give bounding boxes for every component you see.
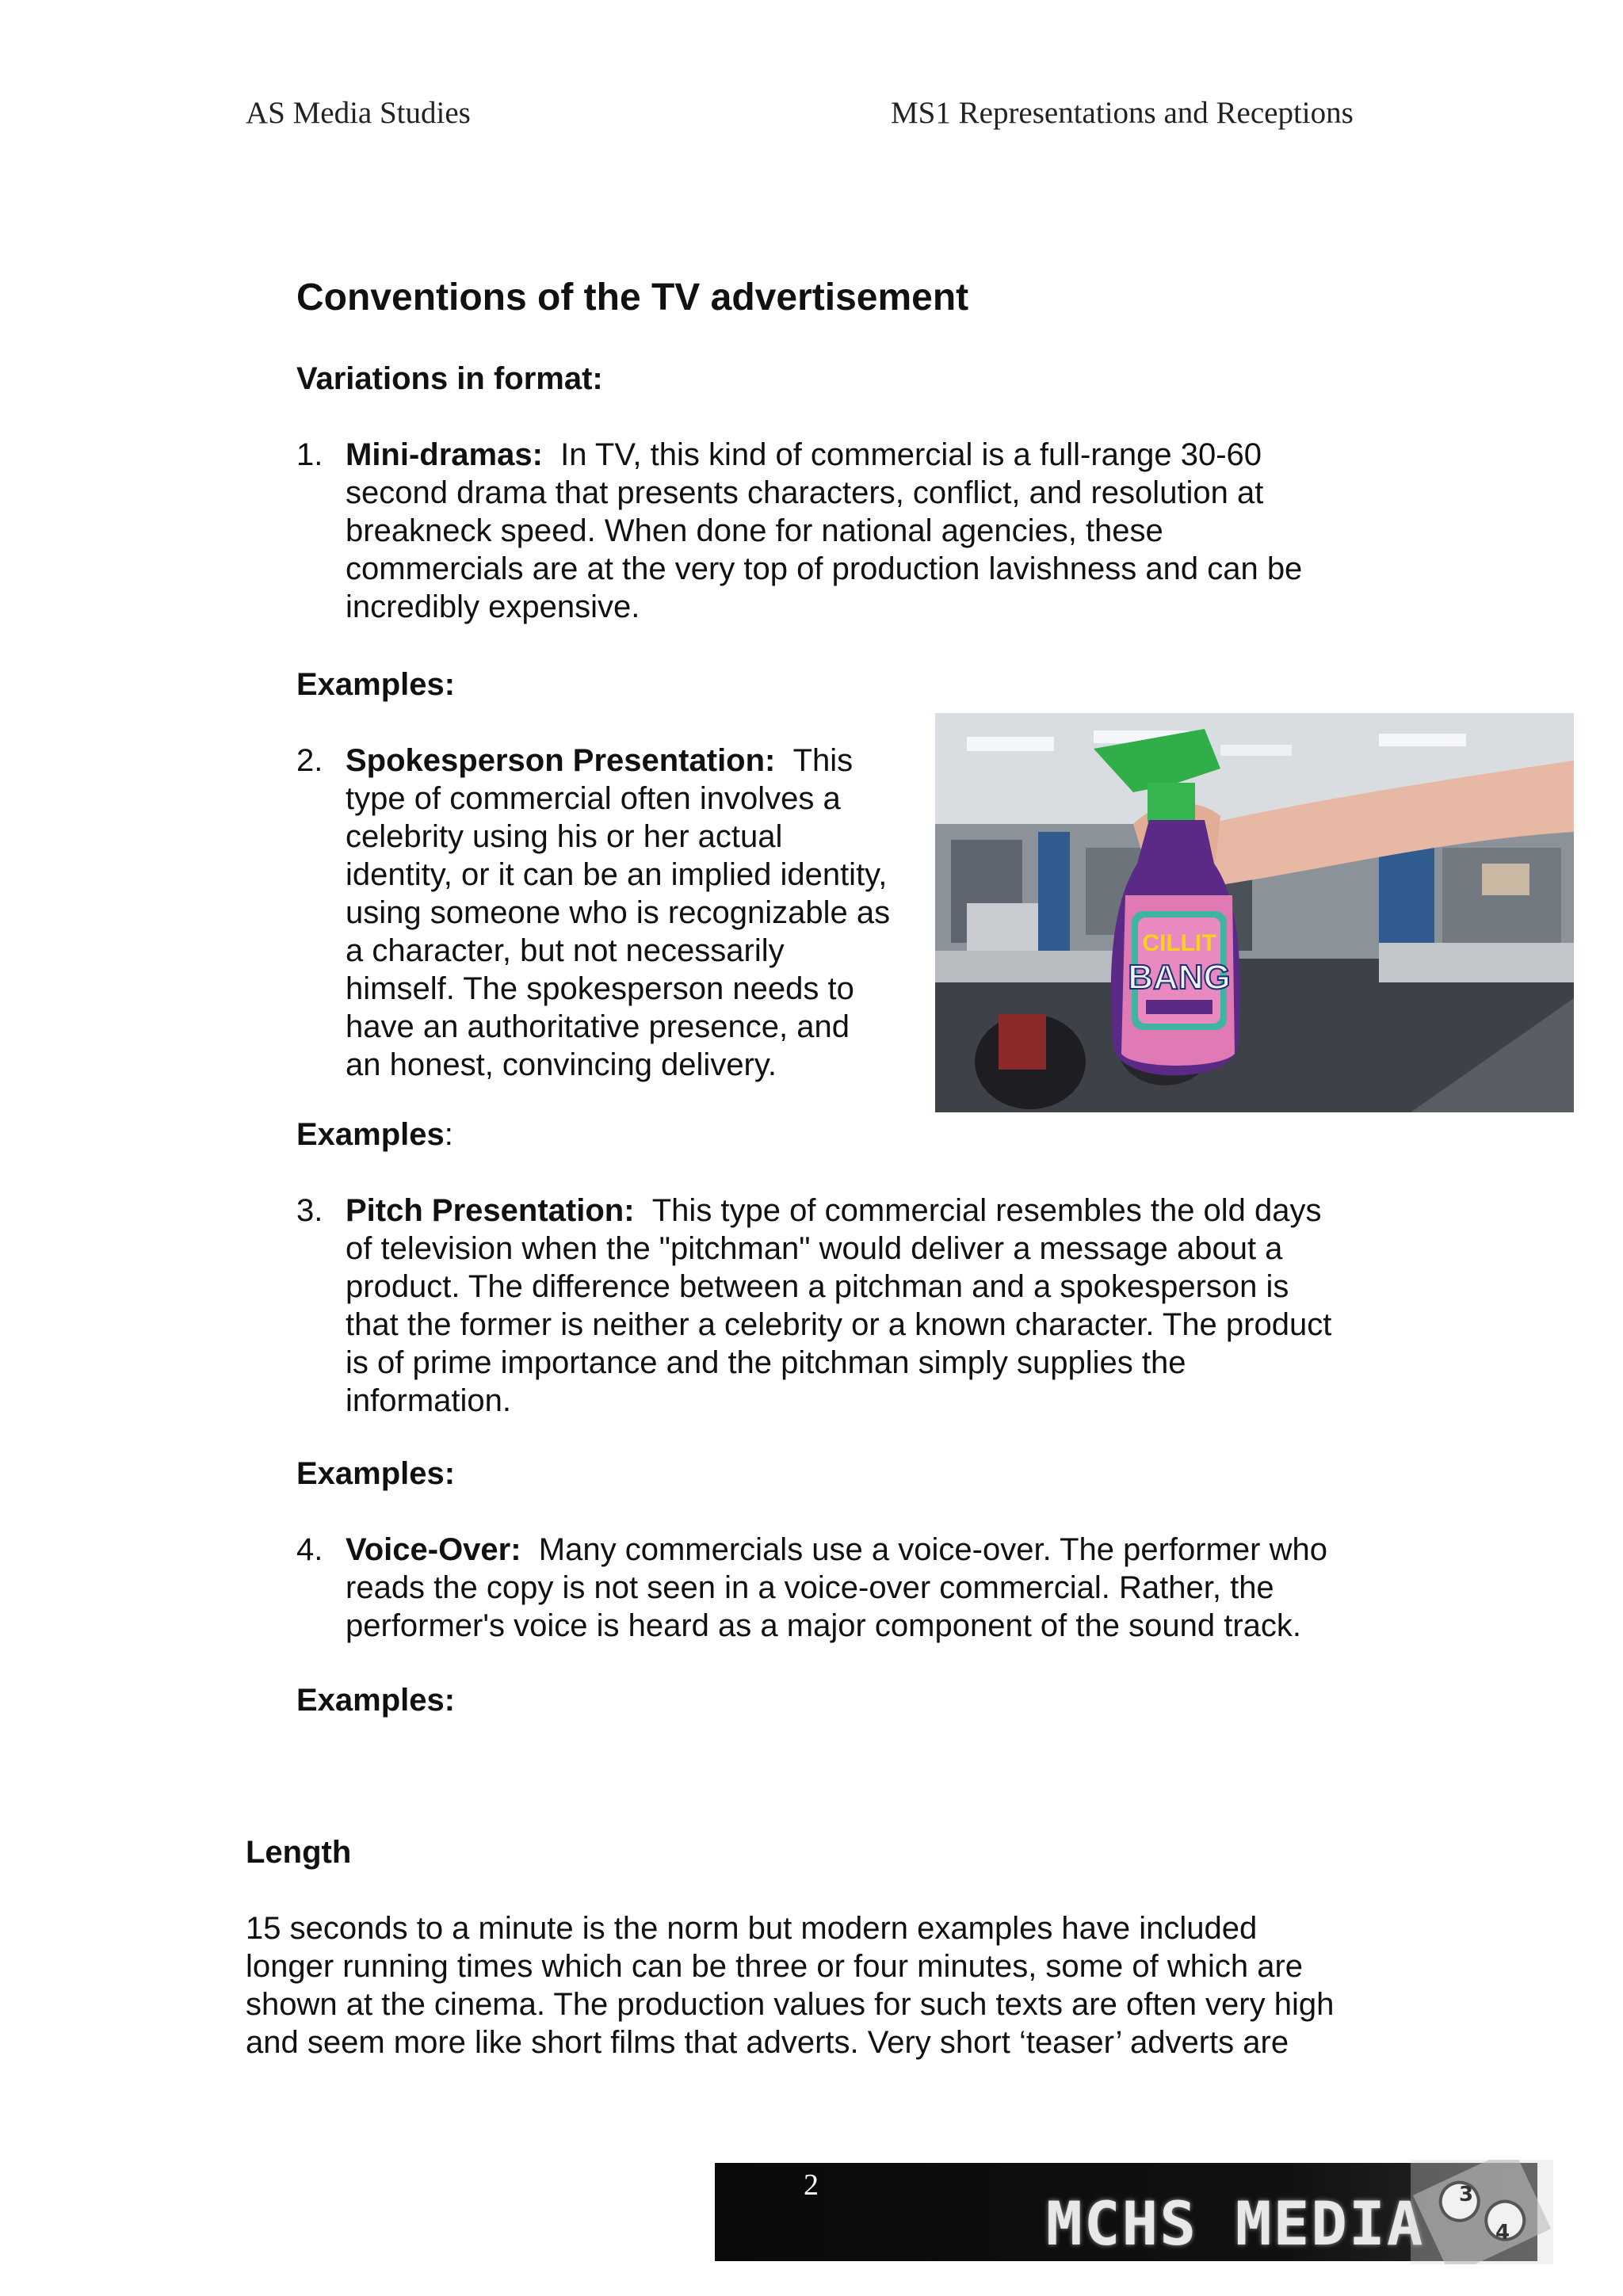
item-label: Mini-dramas: — [346, 437, 543, 472]
header-unit: MS1 Representations and Receptions — [891, 96, 1354, 130]
length-heading: Length — [246, 1835, 352, 1870]
item-number: 1. — [296, 437, 323, 472]
paragraph-line: shown at the cinema. The production values for such texts are often very high — [246, 1987, 1335, 2022]
item-number: 2. — [296, 743, 323, 778]
item-text-line: product. The difference between a pitchman and a spokesperson is — [346, 1269, 1289, 1304]
page-number: 2 — [804, 2168, 819, 2202]
length-paragraph — [246, 1909, 1434, 2061]
examples-label: Examples: — [296, 1683, 456, 1718]
item-label: Voice-Over: — [346, 1532, 521, 1567]
item-text-line: that the former is neither a celebrity or a known character. The product — [346, 1307, 1332, 1342]
item-text-line: a character, but not necessarily — [346, 933, 785, 968]
item-text-line: is of prime importance and the pitchman simply supplies the — [346, 1345, 1186, 1380]
item-text-line: using someone who is recognizable as — [346, 895, 891, 930]
bottle-brand-top: CILLIT — [1142, 930, 1216, 956]
item-number: 3. — [296, 1193, 323, 1228]
variations-heading: Variations in format: — [296, 361, 603, 396]
film-reel-icon — [1411, 2160, 1553, 2264]
page-title: Conventions of the TV advertisement — [296, 277, 969, 318]
item-text-line: himself. The spokesperson needs to — [346, 971, 854, 1006]
item-text-line: Many commercials use a voice-over. The performer who — [538, 1532, 1327, 1567]
item-label: Pitch Presentation: — [346, 1193, 635, 1228]
item-text-line: an honest, convincing delivery. — [346, 1047, 777, 1082]
item-text-line: second drama that presents characters, conflict, and resolution at — [346, 475, 1264, 510]
item-text-line: In TV, this kind of commercial is a full-range 30-60 — [560, 437, 1262, 472]
paragraph-line: longer running times which can be three or four minutes, some of which are — [246, 1949, 1304, 1984]
cleaning-spray-photo — [935, 713, 1574, 1112]
paragraph-line: and seem more like short films that adverts. Very short ‘teaser’ adverts are — [246, 2025, 1289, 2060]
item-text-line: reads the copy is not seen in a voice-over commercial. Rather, the — [346, 1570, 1274, 1605]
mchs-media-logo: MCHS MEDIA — [1046, 2188, 1425, 2259]
reel-number: 4 — [1495, 2221, 1510, 2245]
reel-number: 3 — [1458, 2183, 1474, 2206]
item-label: Spokesperson Presentation: — [346, 743, 776, 778]
examples-label: Examples: — [296, 1456, 456, 1491]
examples-label: Examples: — [296, 1117, 453, 1152]
item-text-line: have an authoritative presence, and — [346, 1009, 850, 1044]
item-text-line: performer's voice is heard as a major component of the sound track. — [346, 1608, 1301, 1643]
item-text-line: This type of commercial resembles the old days — [651, 1193, 1322, 1228]
examples-label: Examples: — [296, 667, 456, 702]
item-text-line: This — [792, 743, 854, 778]
item-text-line: celebrity using his or her actual — [346, 819, 783, 854]
item-text-line: information. — [346, 1383, 511, 1418]
item-text-line: identity, or it can be an implied identity, — [346, 857, 888, 892]
item-text-line: breakneck speed. When done for national agencies, these — [346, 513, 1163, 548]
item-number: 4. — [296, 1532, 323, 1567]
item-text-line: incredibly expensive. — [346, 589, 640, 624]
bottle-brand-bottom: BANG — [1128, 958, 1231, 997]
item-text-line: commercials are at the very top of production lavishness and can be — [346, 551, 1303, 586]
header-course: AS Media Studies — [246, 96, 471, 130]
item-text-line: of television when the "pitchman" would deliver a message about a — [346, 1231, 1283, 1266]
item-text-line: type of commercial often involves a — [346, 781, 841, 816]
paragraph-line: 15 seconds to a minute is the norm but modern examples have included — [246, 1911, 1258, 1946]
